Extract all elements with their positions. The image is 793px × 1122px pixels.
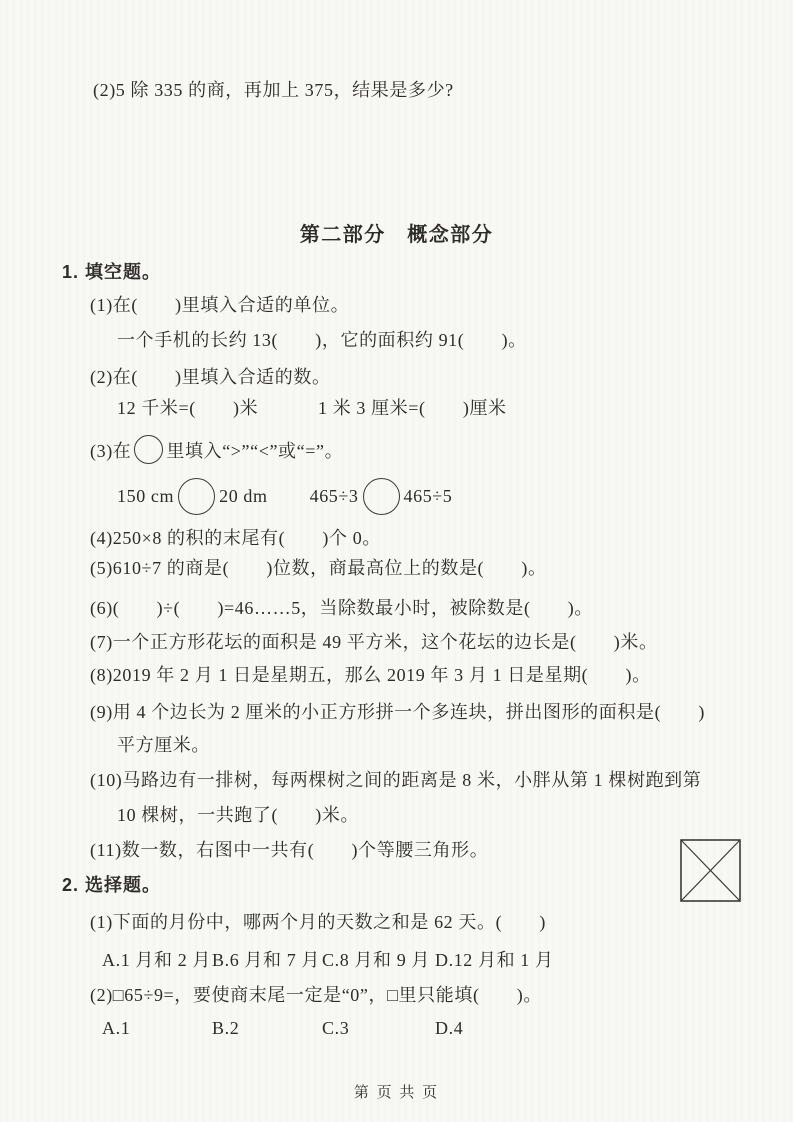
choice-q2-option-c: C.3 [322, 1018, 350, 1038]
fill-in-q9-cont: 平方厘米。 [117, 735, 210, 755]
fill-in-q7: (7)一个正方形花坛的面积是 49 平方米，这个花坛的边长是( )米。 [90, 632, 658, 652]
compare-circle-icon [178, 478, 215, 515]
fill-in-q11: (11)数一数，右图中一共有( )个等腰三角形。 [90, 840, 489, 860]
choice-q2: (2)□65÷9=，要使商末尾一定是“0”，□里只能填( )。 [90, 985, 542, 1005]
choice-q1-option-c: C.8 月和 9 月 [322, 950, 431, 970]
fill-in-q9: (9)用 4 个边长为 2 厘米的小正方形拼一个多连块，拼出图形的面积是( ) [90, 702, 705, 722]
choice-heading: 2. 选择题。 [62, 875, 162, 895]
page-footer: 第 页 共 页 [353, 1085, 440, 1101]
fill-in-q2-sub-right: 1 米 3 厘米=( )厘米 [318, 398, 507, 418]
fill-in-q3 [90, 435, 343, 464]
compare1-right: 20 dm [219, 486, 268, 506]
fill-in-q2-sub-left: 12 千米=( )米 [117, 398, 259, 418]
fill-in-q5: (5)610÷7 的商是( )位数，商最高位上的数是( )。 [90, 558, 547, 578]
compare2-right: 465÷5 [403, 486, 453, 506]
fill-in-q10: (10)马路边有一排树，每两棵树之间的距离是 8 米，小胖从第 1 棵树跑到第 [90, 770, 702, 790]
square-diagonals-figure [680, 839, 741, 902]
choice-q2-option-d: D.4 [435, 1018, 464, 1038]
choice-q1-option-d: D.12 月和 1 月 [435, 950, 554, 970]
section-title: 第二部分 概念部分 [299, 224, 494, 246]
compare1-left: 150 cm [117, 486, 175, 506]
fill-in-q3-prefix: (3)在 [90, 440, 132, 461]
fill-in-q8: (8)2019 年 2 月 1 日是星期五，那么 2019 年 3 月 1 日是星期( )。 [90, 665, 651, 685]
compare-circle-icon [363, 478, 400, 515]
fill-in-q2: (2)在( )里填入合适的数。 [90, 367, 331, 387]
fill-in-q1: (1)在( )里填入合适的单位。 [90, 295, 350, 315]
fill-in-heading: 1. 填空题。 [62, 262, 162, 282]
choice-q1-option-b: B.6 月和 7 月 [212, 950, 321, 970]
fill-in-q10-cont: 10 棵树，一共跑了( )米。 [117, 805, 360, 825]
compare-circle-icon [134, 435, 163, 464]
choice-q2-option-a: A.1 [102, 1018, 131, 1038]
fill-in-q3-suffix: 里填入“>”“<”或“=”。 [166, 440, 344, 461]
top-question: (2)5 除 335 的商，再加上 375，结果是多少? [93, 80, 454, 100]
choice-q2-option-b: B.2 [212, 1018, 240, 1038]
choice-q1: (1)下面的月份中，哪两个月的天数之和是 62 天。( ) [90, 912, 546, 932]
fill-in-q1-sub: 一个手机的长约 13( )，它的面积约 91( )。 [117, 330, 527, 350]
choice-q1-option-a: A.1 月和 2 月 [102, 950, 211, 970]
fill-in-q6: (6)( )÷( )=46……5，当除数最小时，被除数是( )。 [90, 598, 593, 618]
fill-in-q3-compare-row [117, 478, 452, 515]
fill-in-q4: (4)250×8 的积的末尾有( )个 0。 [90, 528, 381, 548]
compare2-left: 465÷3 [309, 486, 359, 506]
